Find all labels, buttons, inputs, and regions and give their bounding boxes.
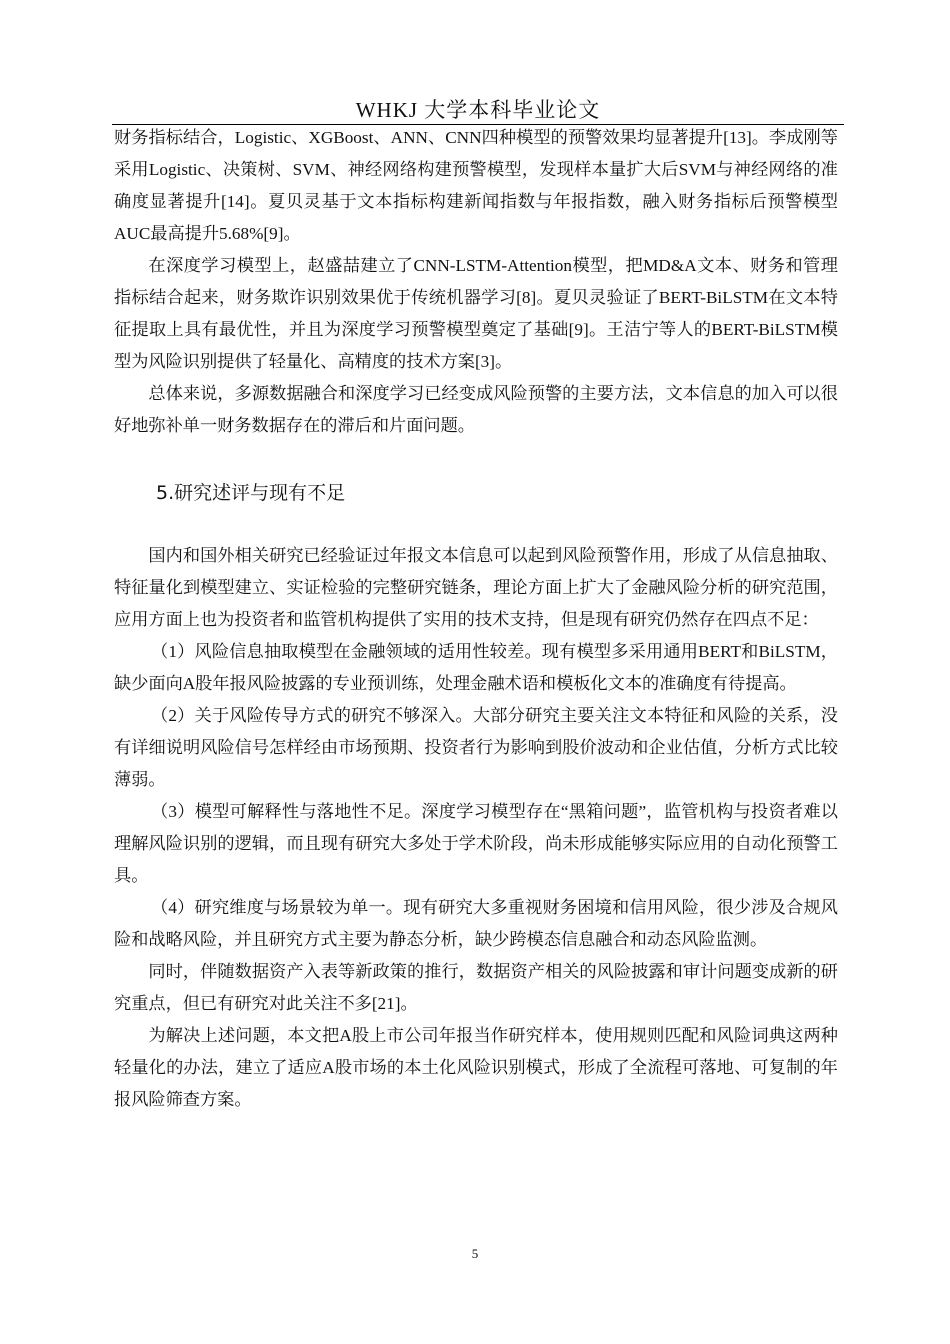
page-header-title: WHKJ 大学本科毕业论文 xyxy=(355,98,601,122)
section-intro-paragraph: 国内和国外相关研究已经验证过年报文本信息可以起到风险预警作用，形成了从信息抽取、特征量化到模型建立、实证检验的完整研究链条，理论方面上扩大了金融风险分析的研究范围，应用方面上也为投资者和监管机构提供了实用的技术支持，但是现有研究仍然存在四点不足： xyxy=(114,546,838,629)
body-paragraph: 同时，伴随数据资产入表等新政策的推行，数据资产相关的风险披露和审计问题变成新的研究重点，但已有研究对此关注不多[21]。 xyxy=(114,962,838,1013)
body-paragraph: 总体来说，多源数据融合和深度学习已经变成风险预警的主要方法，文本信息的加入可以很好地弥补单一财务数据存在的滞后和片面问题。 xyxy=(114,384,838,435)
body-paragraph: 为解决上述问题，本文把A股上市公司年报当作研究样本，使用规则匹配和风险词典这两种轻量化的办法，建立了适应A股市场的本土化风险识别模式，形成了全流程可落地、可复制的年报风险筛查方案。 xyxy=(114,1026,838,1109)
shortcoming-item: （2）关于风险传导方式的研究不够深入。大部分研究主要关注文本特征和风险的关系，没有详细说明风险信号怎样经由市场预期、投资者行为影响到股价波动和企业估值，分析方式比较薄弱。 xyxy=(114,706,838,789)
shortcoming-item: （4）研究维度与场景较为单一。现有研究大多重视财务困境和信用风险，很少涉及合规风险和战略风险，并且研究方式主要为静态分析，缺少跨模态信息融合和动态风险监测。 xyxy=(114,898,838,949)
page-number: 5 xyxy=(471,1246,479,1261)
shortcoming-item: （1）风险信息抽取模型在金融领域的适用性较差。现有模型多采用通用BERT和BiLSTM，缺少面向A股年报风险披露的专业预训练，处理金融术语和模板化文本的准确度有待提高。 xyxy=(114,642,838,693)
body-paragraph: 财务指标结合，Logistic、XGBoost、ANN、CNN四种模型的预警效果均显著提升[13]。李成刚等采用Logistic、决策树、SVM、神经网络构建预警模型，发现样本量扩大后SVM与神经网络的准确度显著提升[14]。夏贝灵基于文本指标构建新闻指数与年报指数，融入财务指标后预警模型AUC最高提升5.68%[9]。 xyxy=(114,128,838,243)
shortcoming-item: （3）模型可解释性与落地性不足。深度学习模型存在“黑箱问题”，监管机构与投资者难以理解风险识别的逻辑，而且现有研究大多处于学术阶段，尚未形成能够实际应用的自动化预警工具。 xyxy=(114,802,838,885)
body-paragraph: 在深度学习模型上，赵盛喆建立了CNN-LSTM-Attention模型，把MD&A文本、财务和管理指标结合起来，财务欺诈识别效果优于传统机器学习[8]。夏贝灵验证了BERT-BiLSTM在文本特征提取上具有最优性，并且为深度学习预警模型奠定了基础[9]。王洁宁等人的BERT-BiLSTM模型为风险识别提供了轻量化、高精度的技术方案[3]。 xyxy=(114,256,838,371)
document-body xyxy=(114,122,838,1116)
section-heading: 5.研究述评与现有不足 xyxy=(156,482,346,504)
